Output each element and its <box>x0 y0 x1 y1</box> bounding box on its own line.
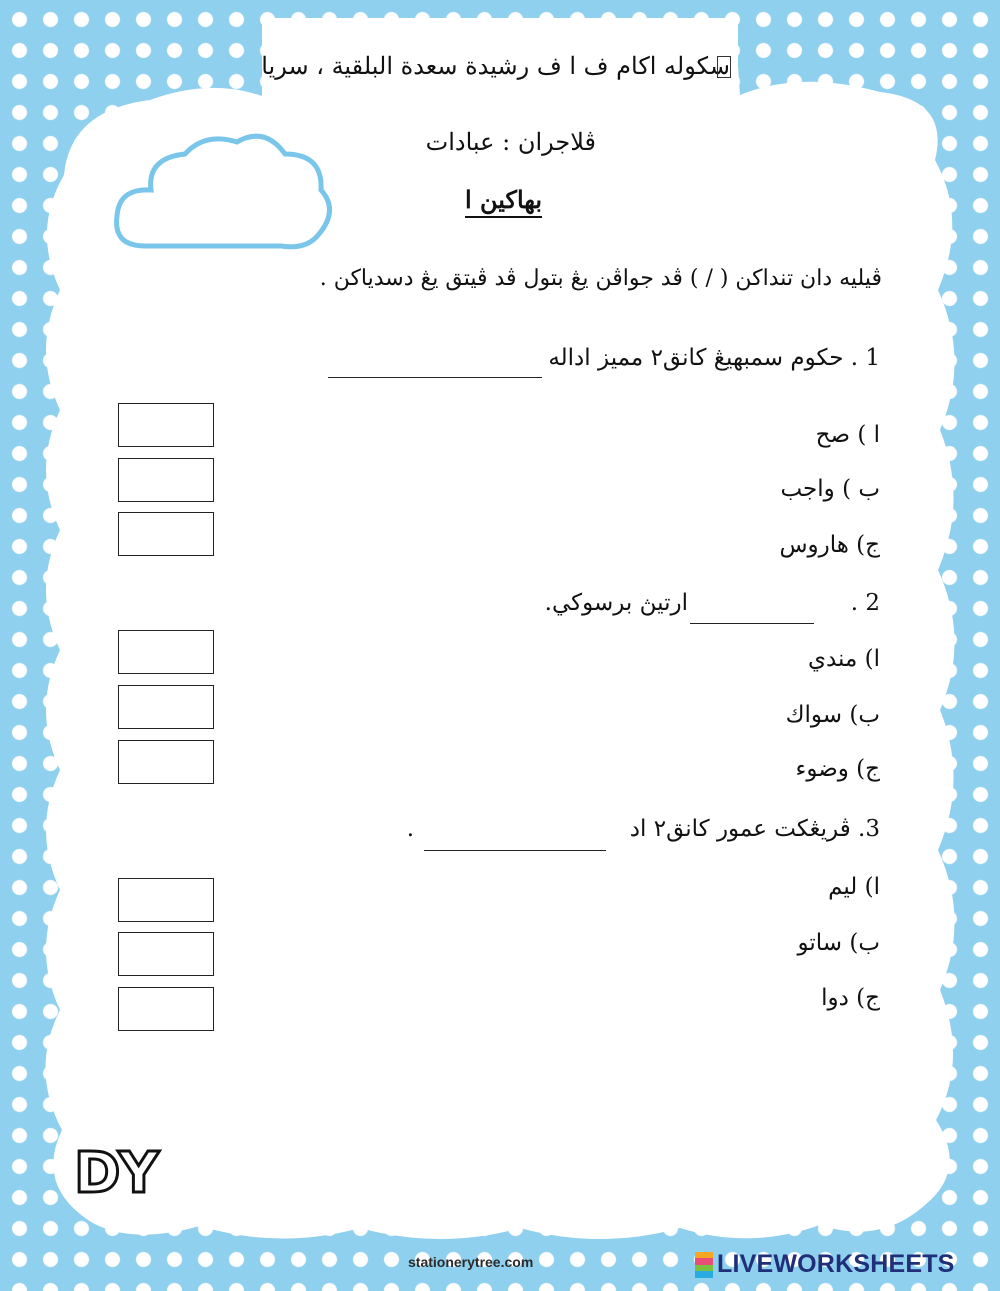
answer-box-3b[interactable] <box>118 932 214 976</box>
question-3-text: 3. ڤريڠکت عمور کانق٢ اد <box>629 816 880 842</box>
question-3-option-a: ا) ليم <box>828 874 880 900</box>
question-2-number: 2 . <box>850 590 880 616</box>
question-2-option-b: ب) سواك <box>785 702 880 728</box>
question-3-end: . <box>406 816 414 842</box>
question-1-option-b: ب ) واجب <box>780 476 880 502</box>
liveworksheets-logo-icon <box>695 1252 713 1278</box>
answer-box-2c[interactable] <box>118 740 214 784</box>
question-1-option-c: ج) هاروس <box>779 532 880 558</box>
liveworksheets-brand[interactable] <box>695 1250 955 1279</box>
question-1-blank[interactable] <box>328 377 542 378</box>
answer-box-2b[interactable] <box>118 685 214 729</box>
question-3-blank[interactable] <box>424 850 606 851</box>
dy-badge: DY <box>74 1141 161 1206</box>
missing-glyph-icon <box>717 56 731 78</box>
section-title: بهاکين ا <box>465 185 542 218</box>
stationerytree-watermark: stationerytree.com <box>408 1254 534 1270</box>
answer-box-3c[interactable] <box>118 987 214 1031</box>
question-3-option-c: ج) دوا <box>821 985 880 1011</box>
cloud-decoration <box>105 118 345 268</box>
answer-box-1c[interactable] <box>118 512 214 556</box>
question-1-option-a: ا ) صح <box>815 422 880 448</box>
question-1-text: 1 . حکوم سمبهيڠ کانق٢ مميز اداله <box>548 345 880 371</box>
answer-box-1b[interactable] <box>118 458 214 502</box>
answer-box-3a[interactable] <box>118 878 214 922</box>
question-2-blank[interactable] <box>690 623 814 624</box>
liveworksheets-label: LIVEWORKSHEETS <box>717 1250 955 1278</box>
question-3-option-b: ب) ساتو <box>797 930 880 956</box>
school-title: سكوله اكام ف ا ف رشيدة سعدة البلقية ، سريا <box>261 52 730 80</box>
answer-box-2a[interactable] <box>118 630 214 674</box>
question-2-option-a: ا) مندي <box>807 646 880 672</box>
instruction-text: ڤيليه دان تنداکن ( / ) ڤد جواڤن يڠ بتول ڤد ڤيتق يڠ دسدياکن . <box>319 266 882 291</box>
subject-line: ڤلاجران : عبادات <box>425 128 596 156</box>
answer-box-1a[interactable] <box>118 403 214 447</box>
question-2-text: ارتيڽ برسوکي. <box>544 590 688 616</box>
question-2-option-c: ج) وضوء <box>795 756 880 782</box>
